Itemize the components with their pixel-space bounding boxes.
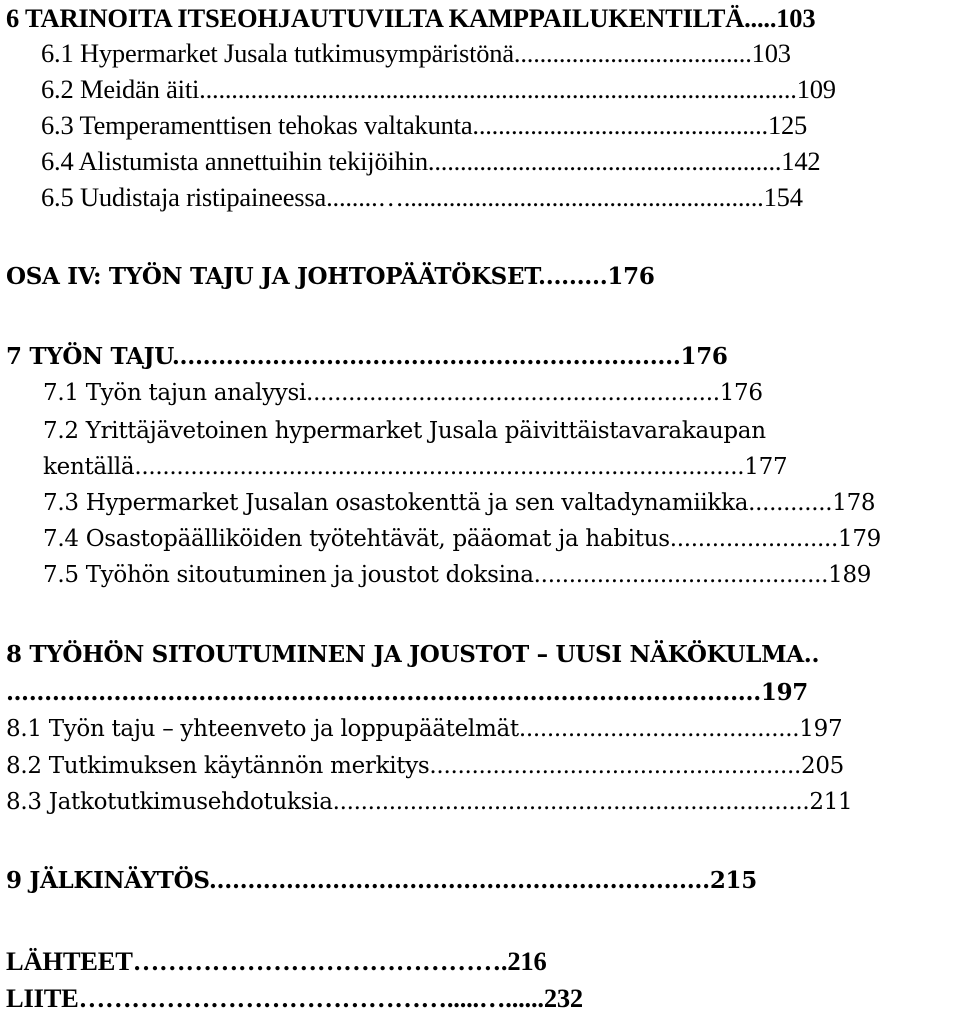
toc-section-7-1[interactable]: 7.1 Työn tajun analyysi...........................................................176 bbox=[43, 380, 763, 406]
toc-chapter-8-continued[interactable]: …...............................................................................................197 bbox=[6, 679, 809, 706]
toc-section-7-2-continued[interactable]: kentällä.......................................................................................177 bbox=[43, 454, 788, 480]
toc-part-4[interactable]: OSA IV: TYÖN TAJU JA JOHTOPÄÄTÖKSET.........176 bbox=[6, 263, 655, 290]
toc-section-6-5[interactable]: 6.5 Uudistaja ristipaineessa........…........................................................154 bbox=[41, 182, 803, 212]
toc-section-6-2[interactable]: 6.2 Meidän äiti.............................................................................................109 bbox=[41, 74, 836, 104]
toc-chapter-7[interactable]: 7 TYÖN TAJU..................................................................176 bbox=[6, 343, 728, 370]
toc-references[interactable]: LÄHTEET…………………………………….216 bbox=[6, 946, 547, 976]
toc-chapter-9[interactable]: 9 JÄLKINÄYTÖS.................................................................215 bbox=[6, 867, 757, 894]
toc-appendix[interactable]: LIITE…………………………………….....…......232 bbox=[6, 983, 583, 1013]
toc-section-8-1[interactable]: 8.1 Työn taju – yhteenveto ja loppupäätelmät........................................197 bbox=[6, 716, 843, 742]
toc-section-7-5[interactable]: 7.5 Työhön sitoutuminen ja joustot doksina..........................................189 bbox=[43, 562, 872, 588]
toc-section-8-2[interactable]: 8.2 Tutkimuksen käytännön merkitys.....................................................205 bbox=[6, 753, 845, 779]
toc-chapter-6[interactable]: 6 TARINOITA ITSEOHJAUTUVILTA KAMPPAILUKENTILTÄ.....103 bbox=[6, 3, 816, 33]
toc-section-6-1[interactable]: 6.1 Hypermarket Jusala tutkimusympäristönä.....................................103 bbox=[41, 38, 791, 68]
toc-section-7-3[interactable]: 7.3 Hypermarket Jusalan osastokenttä ja sen valtadynamiikka............178 bbox=[43, 490, 876, 516]
toc-section-6-3[interactable]: 6.3 Temperamenttisen tehokas valtakunta..............................................125 bbox=[41, 110, 808, 140]
toc-chapter-8[interactable]: 8 TYÖHÖN SITOUTUMINEN JA JOUSTOT – UUSI NÄKÖKULMA.. bbox=[6, 641, 820, 668]
toc-section-6-4[interactable]: 6.4 Alistumista annettuihin tekijöihin.......................................................142 bbox=[41, 146, 821, 176]
toc-section-7-2[interactable]: 7.2 Yrittäjävetoinen hypermarket Jusala päivittäistavarakaupan bbox=[43, 418, 766, 444]
toc-section-8-3[interactable]: 8.3 Jatkotutkimusehdotuksia....................................................................211 bbox=[6, 789, 853, 815]
toc-section-7-4[interactable]: 7.4 Osastopäälliköiden työtehtävät, pääomat ja habitus........................179 bbox=[43, 526, 881, 552]
